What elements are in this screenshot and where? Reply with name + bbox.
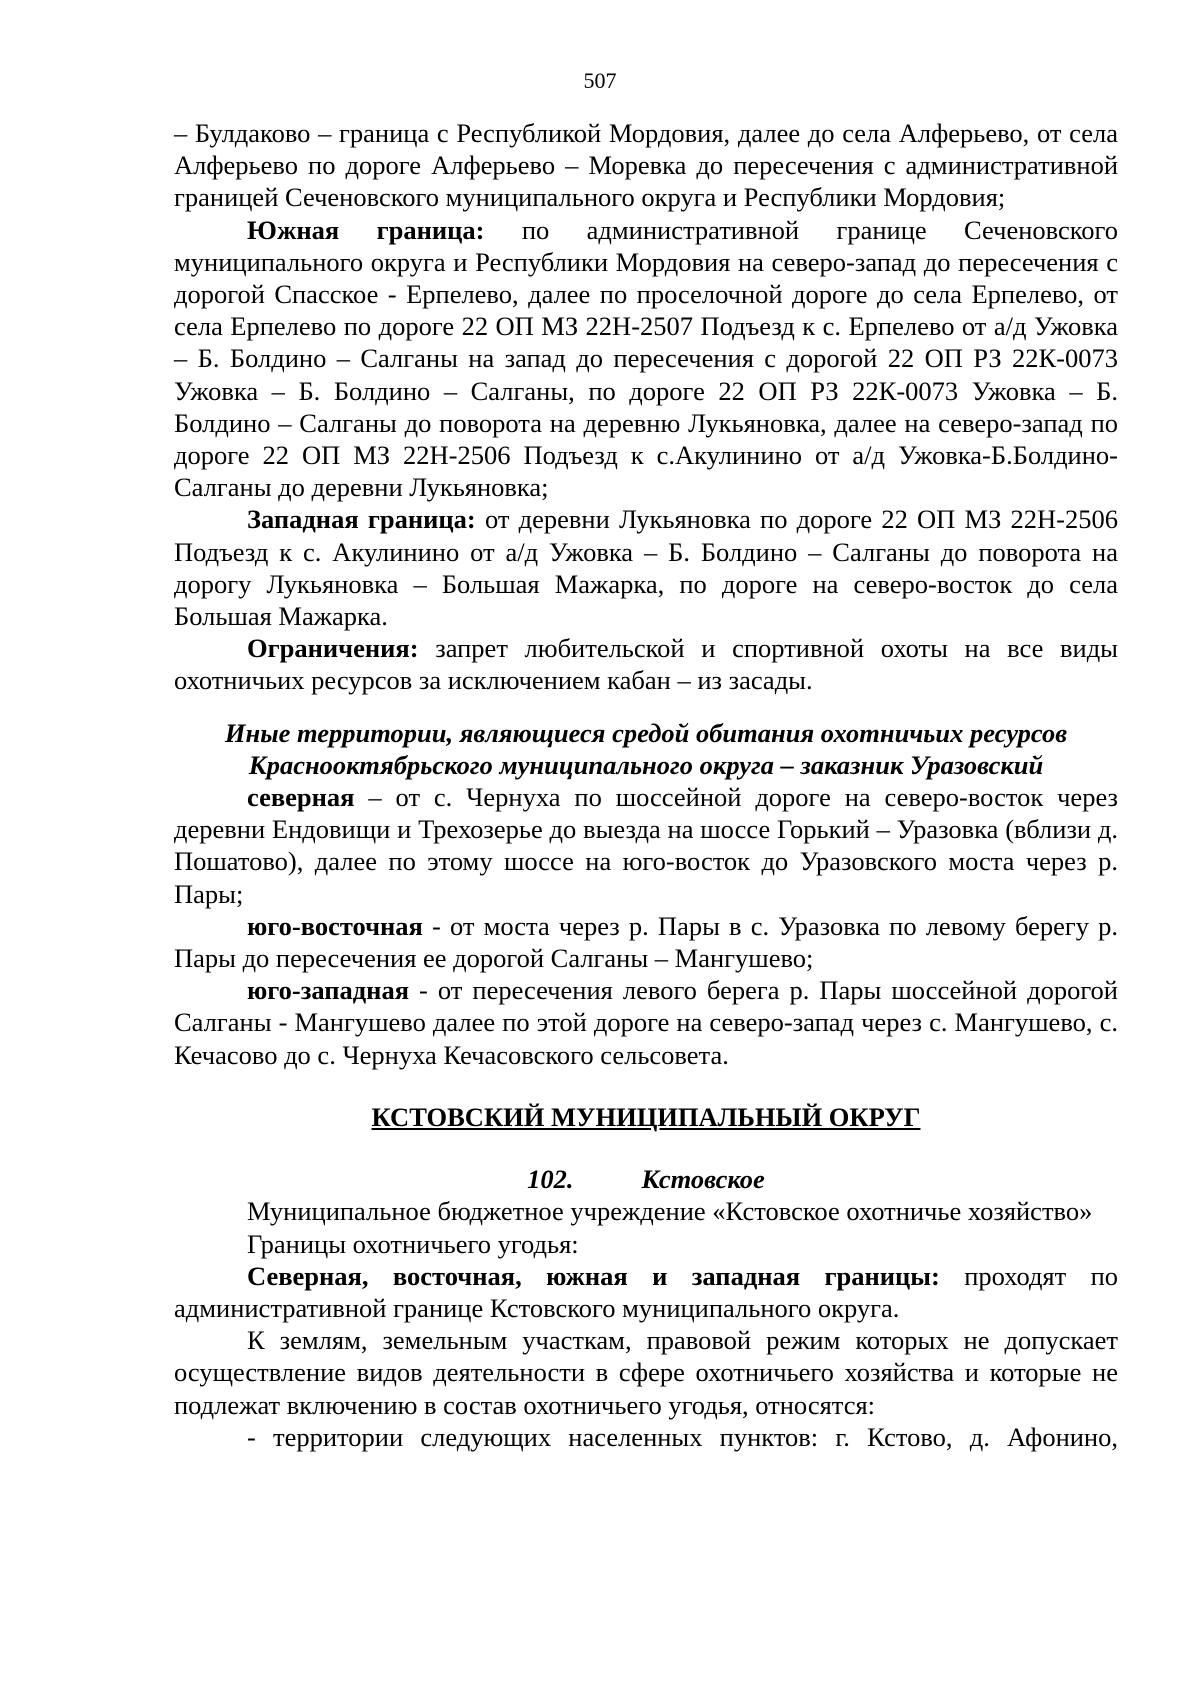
paragraph-text: – Булдаково – граница с Республикой Мордовия, далее до села Алферьево, от села Алферьево по дороге Алферьево – Моревка до пересечения с административной границей Сеченовского муниципального округа и Республики Мордовия; (174, 118, 1118, 213)
paragraph-text: от деревни Лукьяновка по дороге 22 ОП МЗ 22Н-2506 Подъезд к с. Акулинино от а/д Ужовка – Б. Болдино – Салганы до поворота на дорогу Лукьяновка – Большая Мажарка, по дороге на северо-восток до села Большая Мажарка. (174, 504, 1118, 632)
paragraph-boundaries-title (174, 1228, 1118, 1260)
paragraph-text: проходят по административной границе Кстовского муниципального округа. (174, 1260, 1119, 1323)
paragraph-lead: Северная, восточная, южная и западная границы: (247, 1260, 940, 1291)
paragraph-lead: Западная граница: (247, 504, 476, 535)
document-body (174, 117, 1118, 1453)
paragraph-lead: Южная граница: (247, 214, 485, 245)
paragraph-restrictions (174, 632, 1118, 696)
paragraph-lead: юго-западная (247, 975, 410, 1006)
paragraph-organization (174, 1195, 1118, 1227)
paragraph-boundary-continuation (174, 117, 1118, 214)
section-heading-line: Иные территории, являющиеся средой обитания охотничьих ресурсов (224, 717, 1068, 748)
paragraph-south-west (174, 974, 1118, 1071)
section-heading (174, 717, 1118, 781)
paragraph-text: Муниципальное бюджетное учреждение «Кстовское охотничье хозяйство» (247, 1196, 1093, 1227)
paragraph-text: по административной границе Сеченовского муниципального округа и Республики Мордовия на северо-запад до пересечения с дорогой Спасское - Ерпелево, далее по проселочной дороге до села Ерпелево, от села Ерпелево по дороге 22 ОП МЗ 22Н-2507 Подъезд к с. Ерпелево от а/д Ужовка – Б. Болдино – Салганы на запад до пересечения с дорогой 22 ОП РЗ 22К-0073 Ужовка – Б. Болдино – Салганы, по дороге 22 ОП РЗ 22К-0073 Ужовка – Б. Болдино – Салганы до поворота на деревню Лукьяновка, далее на северо-запад по дороге 22 ОП МЗ 22Н-2506 Подъезд к с.Акулинино от а/д Ужовка-Б.Болдино-Салганы до деревни Лукьяновка; (174, 214, 1118, 503)
paragraph-west-boundary (174, 503, 1118, 632)
paragraph-text: – от с. Чернуха по шоссейной дороге на северо-восток через деревни Ендовищи и Трехозерье до выезда на шоссе Горький – Уразовка (вблизи д. Пошатово), далее по этому шоссе на юго-восток до Уразовского моста через р. Пары; (174, 782, 1118, 909)
area-heading (174, 1163, 1118, 1195)
section-heading-line: Краснооктябрьского муниципального округа – заказник Уразовский (248, 749, 1044, 780)
paragraph-lead: Ограничения: (247, 633, 419, 664)
paragraph-text: - территории следующих населенных пунктов: г. Кстово, д. Афонино, (247, 1421, 1118, 1452)
paragraph-text: Границы охотничьего угодья: (247, 1228, 579, 1259)
paragraph-text: - от пересечения левого берега р. Пары шоссейной дорогой Салганы - Мангушево далее по этой дороге на северо-запад через с. Мангушево, с. Кечасово до с. Чернуха Кечасовского сельсовета. (174, 975, 1118, 1070)
paragraph-text: - от моста через р. Пары в с. Уразовка по левому берегу р. Пары до пересечения ее дорогой Салганы – Мангушево; (174, 910, 1118, 974)
paragraph-lead: северная (247, 782, 355, 813)
paragraph-text: К землям, земельным участкам, правовой режим которых не допускает осуществление видов деятельности в сфере охотничьего хозяйства и которые не подлежат включению в состав охотничьего угодья, относятся: (174, 1325, 1118, 1420)
paragraph-lead: юго-восточная (247, 910, 423, 941)
district-heading: КСТОВСКИЙ МУНИЦИПАЛЬНЫЙ ОКРУГ (371, 1101, 921, 1132)
paragraph-all-boundaries (174, 1260, 1118, 1324)
paragraph-excluded-lands (174, 1324, 1118, 1421)
area-number: 102. (527, 1164, 574, 1195)
paragraph-south-east (174, 910, 1118, 974)
paragraph-settlements (174, 1421, 1118, 1453)
paragraph-south-boundary (174, 214, 1118, 504)
paragraph-north (174, 781, 1118, 910)
page-number: 507 (583, 68, 617, 93)
paragraph-text: запрет любительской и спортивной охоты на все виды охотничьих ресурсов за исключением кабан – из засады. (174, 633, 1118, 696)
area-name: Кстовское (641, 1164, 765, 1195)
